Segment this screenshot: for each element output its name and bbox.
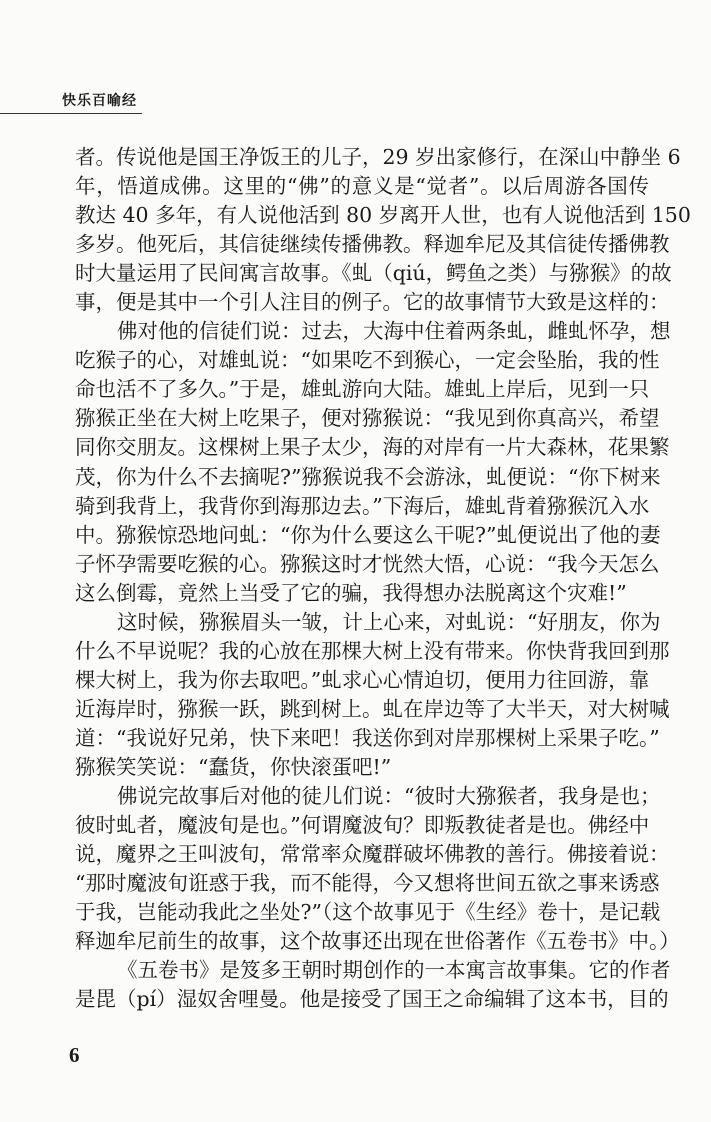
text-line: 是毘（pí）湿奴舍哩曼。他是接受了国王之命编辑了这本书，目的 xyxy=(75,987,669,1012)
text-line: 猕猴正坐在大树上吃果子，便对猕猴说：“我见到你真高兴，希望 xyxy=(75,406,660,431)
text-line: 于我，岂能动我此之坐处?”（这个故事见于《生经》卷十，是记载 xyxy=(75,900,661,925)
text-line: 教达 40 多年，有人说他活到 80 岁离开人世，也有人说他活到 150 xyxy=(75,203,691,228)
text-line: 近海岸时，猕猴一跃，跳到树上。虬在岸边等了大半天，对大树喊 xyxy=(75,696,670,721)
text-line: 者。传说他是国王净饭王的儿子，29 岁出家修行，在深山中静坐 6 xyxy=(75,145,681,169)
text-line: 子怀孕需要吃猴的心。猕猴这时才恍然大悟，心说：“我今天怎么 xyxy=(75,551,660,576)
text-line: 事，便是其中一个引人注目的例子。它的故事情节大致是这样的： xyxy=(75,290,670,315)
text-line: 佛对他的信徒们说：过去，大海中住着两条虬，雌虬怀孕，想 xyxy=(117,319,671,344)
body-text xyxy=(75,143,691,1014)
text-line: 命也活不了多久。”于是，雄虬游向大陆。雄虬上岸后，见到一只 xyxy=(75,377,650,402)
text-line: 中。猕猴惊恐地问虬：“你为什么要这么干呢?”虬便说出了他的妻 xyxy=(75,522,661,547)
text-line: 年，悟道成佛。这里的“佛”的意义是“觉者”。以后周游各国传 xyxy=(75,174,649,199)
text-line: 什么不早说呢？我的心放在那棵大树上没有带来。你快背我回到那 xyxy=(75,638,670,663)
text-line: 棵大树上，我为你去取吧。”虬求心心情迫切，便用力往回游，靠 xyxy=(75,667,650,692)
text-line: 同你交朋友。这棵树上果子太少，海的对岸有一片大森林，花果繁 xyxy=(75,435,670,460)
text-line: 多岁。他死后，其信徒继续传播佛教。释迦牟尼及其信徒传播佛教 xyxy=(75,232,670,257)
running-head: 快乐百喻经 xyxy=(62,93,137,109)
text-line: 彼时虬者，魔波旬是也。”何谓魔波旬？即叛教徒者是也。佛经中 xyxy=(75,813,650,838)
page-number: 6 xyxy=(69,1043,80,1067)
text-line: 佛说完故事后对他的徒儿们说：“彼时大猕猴者，我身是也； xyxy=(117,784,661,809)
text-line: “那时魔波旬诳惑于我，而不能得，今又想将世间五欲之事来诱惑 xyxy=(75,871,660,896)
text-line: 猕猴笑笑说：“蠢货，你快滚蛋吧!” xyxy=(75,754,392,779)
text-line: 吃猴子的心，对雄虬说：“如果吃不到猴心，一定会坠胎，我的性 xyxy=(75,348,660,373)
text-line: 这时候，猕猴眉头一皱，计上心来，对虬说：“好朋友，你为 xyxy=(117,609,661,634)
text-line: 说，魔界之王叫波旬，常常率众魔群破坏佛教的善行。佛接着说： xyxy=(75,842,670,867)
text-line: 道：“我说好兄弟，快下来吧！我送你到对岸那棵树上采果子吃。” xyxy=(75,725,660,750)
text-line: 《五卷书》是笈多王朝时期创作的一本寓言故事集。它的作者 xyxy=(117,958,671,983)
header-rule xyxy=(0,113,142,114)
text-line: 释迦牟尼前生的故事，这个故事还出现在世俗著作《五卷书》中。） xyxy=(75,929,680,954)
text-line: 茂，你为什么不去摘呢?”猕猴说我不会游泳，虬便说：“你下树来 xyxy=(75,464,661,489)
text-line: 这么倒霉，竟然上当受了它的骗，我得想办法脱离这个灾难!” xyxy=(75,580,627,605)
text-line: 时大量运用了民间寓言故事。《虬（qiú，鳄鱼之类）与猕猴》的故 xyxy=(75,261,672,286)
text-line: 骑到我背上，我背你到海那边去。”下海后，雄虬背着猕猴沉入水 xyxy=(75,493,650,518)
